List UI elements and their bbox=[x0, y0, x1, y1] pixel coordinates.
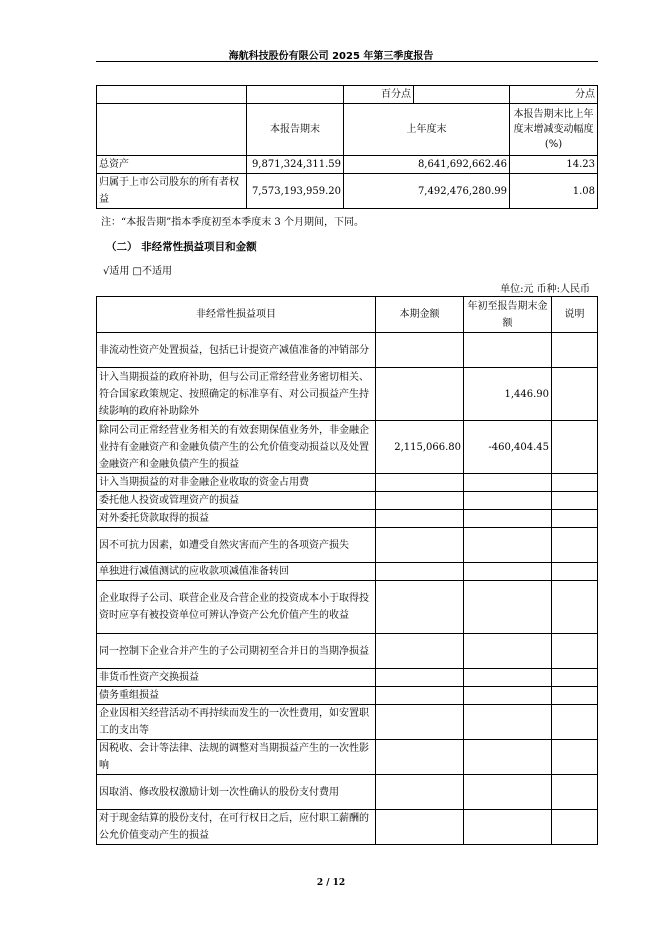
page-number: 2 / 12 bbox=[316, 878, 346, 888]
col-header-current: 本期金额 bbox=[376, 297, 464, 333]
row-current: 2,115,066.80 bbox=[376, 421, 464, 474]
row-current bbox=[376, 333, 464, 368]
row-current bbox=[376, 563, 464, 581]
row-ytd: -460,404.45 bbox=[464, 421, 552, 474]
row-ytd: 1,446.90 bbox=[464, 368, 552, 421]
table-row bbox=[97, 810, 598, 845]
row-item: 计入当期损益的对非金融企业收取的资金占用费 bbox=[97, 474, 376, 492]
row-current bbox=[376, 775, 464, 810]
row-item: 单独进行减值测试的应收款项减值准备转回 bbox=[97, 563, 376, 581]
table-row bbox=[97, 687, 598, 705]
asset-summary-table bbox=[96, 85, 598, 209]
table-row bbox=[97, 333, 598, 368]
row-item: 计入当期损益的政府补助，但与公司正常经营业务密切相关、符合国家政策规定、按照确定的标准享有、对公司损益产生持续影响的政府补助除外 bbox=[97, 368, 376, 421]
row-item: 对外委托贷款取得的损益 bbox=[97, 510, 376, 528]
header-rule bbox=[96, 61, 598, 62]
row-change: 1.08 bbox=[510, 174, 598, 209]
table-row bbox=[97, 156, 598, 174]
row-ytd bbox=[464, 510, 552, 528]
col-header-current: 本报告期末 bbox=[247, 104, 344, 156]
row-note bbox=[552, 474, 598, 492]
footnote: 注：“本报告期”指本季度初至本季度末 3 个月期间，下同。 bbox=[101, 217, 364, 228]
row-ytd bbox=[464, 775, 552, 810]
col-header-prev: 上年度末 bbox=[344, 104, 510, 156]
row-note bbox=[552, 775, 598, 810]
row-prev: 8,641,692,662.46 bbox=[344, 156, 510, 174]
row-current bbox=[376, 492, 464, 510]
row-ytd bbox=[464, 528, 552, 563]
row-ytd bbox=[464, 474, 552, 492]
row-ytd bbox=[464, 333, 552, 368]
row-ytd bbox=[464, 740, 552, 775]
row-current bbox=[376, 669, 464, 687]
percent-unit-cell-2: 分点 bbox=[510, 86, 598, 104]
row-item: 同一控制下企业合并产生的子公司期初至合并日的当期净损益 bbox=[97, 634, 376, 669]
table-row bbox=[97, 563, 598, 581]
row-note bbox=[552, 740, 598, 775]
table-row bbox=[97, 474, 598, 492]
row-note bbox=[552, 634, 598, 669]
row-label: 总资产 bbox=[97, 156, 247, 174]
row-ytd bbox=[464, 669, 552, 687]
table-row bbox=[97, 421, 598, 474]
row-current bbox=[376, 474, 464, 492]
table-row bbox=[97, 775, 598, 810]
row-ytd bbox=[464, 810, 552, 845]
row-note bbox=[552, 563, 598, 581]
row-item: 非货币性资产交换损益 bbox=[97, 669, 376, 687]
col-header-note: 说明 bbox=[552, 297, 598, 333]
col-header-ytd: 年初至报告期末金额 bbox=[464, 297, 552, 333]
currency-unit: 单位:元 币种:人民币 bbox=[500, 284, 590, 295]
row-item: 因税收、会计等法律、法规的调整对当期损益产生的一次性影响 bbox=[97, 740, 376, 775]
table-row bbox=[97, 528, 598, 563]
row-current bbox=[376, 510, 464, 528]
row-current bbox=[376, 581, 464, 634]
row-current: 7,573,193,959.20 bbox=[247, 174, 344, 209]
row-ytd bbox=[464, 634, 552, 669]
row-note bbox=[552, 421, 598, 474]
row-note bbox=[552, 687, 598, 705]
row-item: 除同公司正常经营业务相关的有效套期保值业务外，非金融企业持有金融资产和金融负债产生的公允价值变动损益以及处置金融资产和金融负债产生的损益 bbox=[97, 421, 376, 474]
table-row bbox=[97, 740, 598, 775]
row-item: 企业因相关经营活动不再持续而发生的一次性费用，如安置职工的支出等 bbox=[97, 705, 376, 740]
row-item: 企业取得子公司、联营企业及合营企业的投资成本小于取得投资时应享有被投资单位可辨认净资产公允价值产生的收益 bbox=[97, 581, 376, 634]
row-item: 委托他人投资或管理资产的损益 bbox=[97, 492, 376, 510]
row-item: 债务重组损益 bbox=[97, 687, 376, 705]
row-current bbox=[376, 634, 464, 669]
non-recurring-items-table bbox=[96, 296, 598, 845]
row-item: 因取消、修改股权激励计划一次性确认的股份支付费用 bbox=[97, 775, 376, 810]
row-note bbox=[552, 528, 598, 563]
row-item: 对于现金结算的股份支付，在可行权日之后，应付职工薪酬的公允价值变动产生的损益 bbox=[97, 810, 376, 845]
table-row bbox=[97, 581, 598, 634]
row-current bbox=[376, 368, 464, 421]
row-ytd bbox=[464, 563, 552, 581]
report-header-title: 海航科技股份有限公司 2025 年第三季度报告 bbox=[228, 51, 434, 62]
row-label: 归属于上市公司股东的所有者权益 bbox=[97, 174, 247, 209]
row-current: 9,871,324,311.59 bbox=[247, 156, 344, 174]
applicability-checkbox: √适用 □不适用 bbox=[103, 266, 172, 277]
table-row bbox=[97, 368, 598, 421]
col-header-change: 本报告期末比上年度末增减变动幅度(%) bbox=[510, 104, 598, 156]
row-ytd bbox=[464, 687, 552, 705]
table-row bbox=[97, 634, 598, 669]
row-note bbox=[552, 510, 598, 528]
row-current bbox=[376, 528, 464, 563]
row-item: 因不可抗力因素，如遭受自然灾害而产生的各项资产损失 bbox=[97, 528, 376, 563]
row-ytd bbox=[464, 492, 552, 510]
table-row bbox=[97, 669, 598, 687]
col-header-item: 非经常性损益项目 bbox=[97, 297, 376, 333]
table-row bbox=[97, 510, 598, 528]
table-row bbox=[97, 705, 598, 740]
row-change: 14.23 bbox=[510, 156, 598, 174]
row-note bbox=[552, 492, 598, 510]
row-note bbox=[552, 705, 598, 740]
row-current bbox=[376, 687, 464, 705]
row-note bbox=[552, 810, 598, 845]
percent-unit-cell: 百分点 bbox=[344, 86, 414, 104]
table-row bbox=[97, 174, 598, 209]
row-ytd bbox=[464, 705, 552, 740]
row-current bbox=[376, 705, 464, 740]
row-current bbox=[376, 810, 464, 845]
row-note bbox=[552, 669, 598, 687]
row-note bbox=[552, 333, 598, 368]
table-row bbox=[97, 492, 598, 510]
row-prev: 7,492,476,280.99 bbox=[344, 174, 510, 209]
row-note bbox=[552, 368, 598, 421]
row-ytd bbox=[464, 581, 552, 634]
section-title: （二） 非经常性损益项目和金额 bbox=[106, 241, 257, 253]
row-note bbox=[552, 581, 598, 634]
row-item: 非流动性资产处置损益，包括已计提资产减值准备的冲销部分 bbox=[97, 333, 376, 368]
row-current bbox=[376, 740, 464, 775]
